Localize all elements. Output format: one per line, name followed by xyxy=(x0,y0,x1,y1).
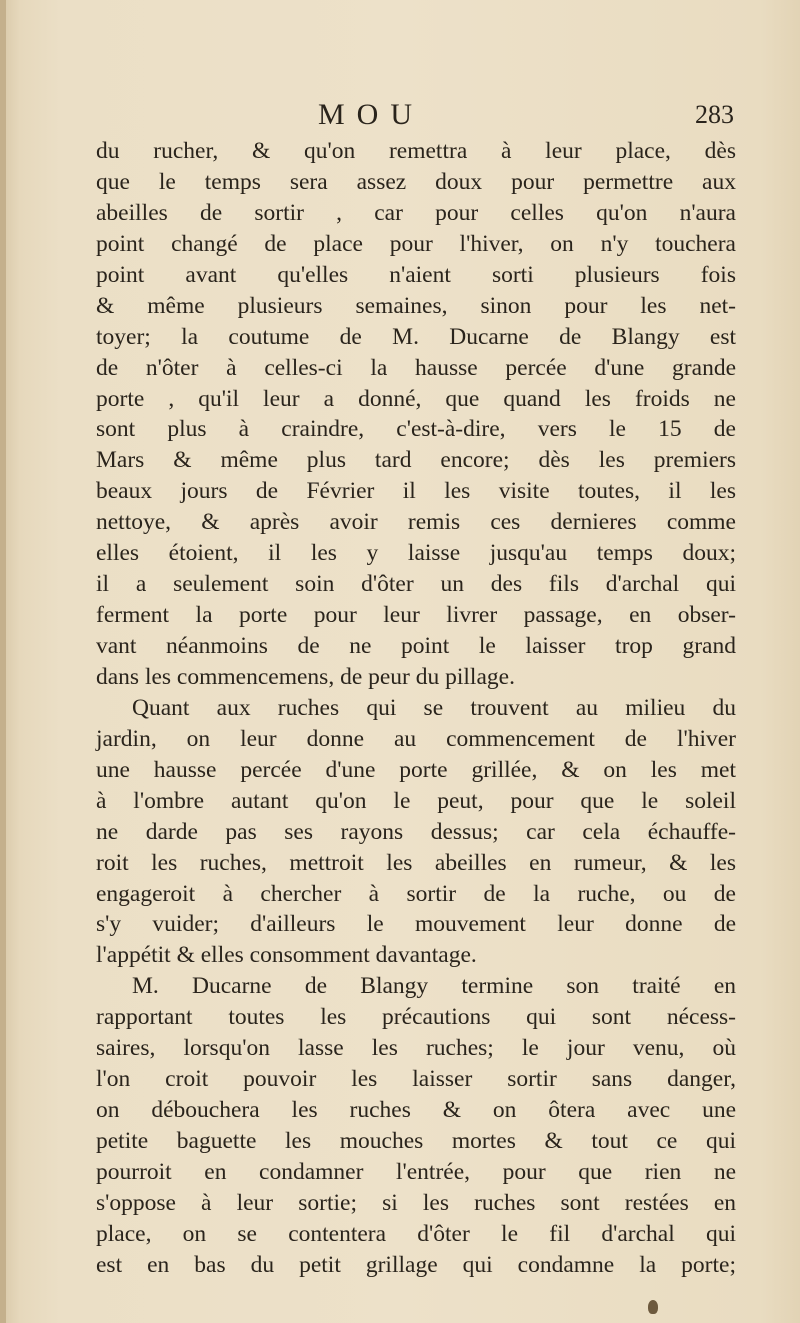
text-line: elles étoient, il les y laisse jusqu'au temps doux; xyxy=(96,540,736,567)
text-line: est en bas du petit grillage qui condamne la porte; xyxy=(96,1251,736,1278)
text-line: Mars & même plus tard encore; dès les premiers xyxy=(96,447,736,474)
running-head: MOU xyxy=(318,98,425,131)
text-line: rapportant toutes les précautions qui sont nécess- xyxy=(96,1004,736,1031)
text-line: point avant qu'elles n'aient sorti plusieurs fois xyxy=(96,261,736,288)
page-binding-edge xyxy=(0,0,6,1323)
text-line: vant néanmoins de ne point le laisser trop grand xyxy=(96,633,736,659)
text-line: nettoye, & après avoir remis ces dernieres comme xyxy=(96,509,736,536)
text-line: l'on croit pouvoir les laisser sortir sans danger, xyxy=(96,1066,736,1093)
text-line: pourroit en condamner l'entrée, pour que rien ne xyxy=(96,1158,736,1185)
text-line: que le temps sera assez doux pour permettre aux xyxy=(96,168,736,195)
text-line: Quant aux ruches qui se trouvent au milieu du xyxy=(132,694,736,721)
text-line: M. Ducarne de Blangy termine son traité en xyxy=(132,973,736,1000)
text-line: ferment la porte pour leur livrer passage, en obser- xyxy=(96,602,736,629)
text-line: place, on se contentera d'ôter le fil d'archal qui xyxy=(96,1220,736,1247)
page-number: 283 xyxy=(695,100,734,129)
text-line: on débouchera les ruches & on ôtera avec une xyxy=(96,1097,736,1124)
text-line: l'appétit & elles consomment davantage. xyxy=(96,942,477,969)
text-line: petite baguette les mouches mortes & tout ce qui xyxy=(96,1128,736,1154)
text-line: & même plusieurs semaines, sinon pour les net- xyxy=(96,292,736,319)
text-line: s'oppose à leur sortie; si les ruches sont restées en xyxy=(96,1189,736,1216)
text-line: abeilles de sortir , car pour celles qu'on n'aura xyxy=(96,199,736,226)
body-text xyxy=(96,136,736,1281)
text-line: de n'ôter à celles-ci la hausse percée d'une grande xyxy=(96,354,736,381)
text-line: beaux jours de Février il les visite toutes, il les xyxy=(96,478,736,505)
text-line: une hausse percée d'une porte grillée, & on les met xyxy=(96,756,736,783)
printer-mark-ornament xyxy=(648,1300,658,1314)
text-line: jardin, on leur donne au commencement de l'hiver xyxy=(96,725,736,752)
text-line: il a seulement soin d'ôter un des fils d'archal qui xyxy=(96,571,736,598)
text-line: à l'ombre autant qu'on le peut, pour que le soleil xyxy=(96,787,736,814)
text-line: point changé de place pour l'hiver, on n'y touchera xyxy=(96,230,736,257)
text-line: saires, lorsqu'on lasse les ruches; le jour venu, où xyxy=(96,1035,736,1062)
text-line: ne darde pas ses rayons dessus; car cela échauffe- xyxy=(96,818,736,845)
text-line: dans les commencemens, de peur du pillage. xyxy=(96,663,515,690)
text-line: du rucher, & qu'on remettra à leur place, dès xyxy=(96,138,736,164)
text-line: roit les ruches, mettroit les abeilles en rumeur, & les xyxy=(96,849,736,876)
text-line: sont plus à craindre, c'est-à-dire, vers le 15 de xyxy=(96,416,736,443)
text-line: toyer; la coutume de M. Ducarne de Blangy est xyxy=(96,323,736,350)
text-line: porte , qu'il leur a donné, que quand les froids ne xyxy=(96,385,736,412)
text-line: engageroit à chercher à sortir de la ruche, ou de xyxy=(96,880,736,907)
page-header xyxy=(96,98,736,138)
text-line: s'y vuider; d'ailleurs le mouvement leur donne de xyxy=(96,911,736,938)
